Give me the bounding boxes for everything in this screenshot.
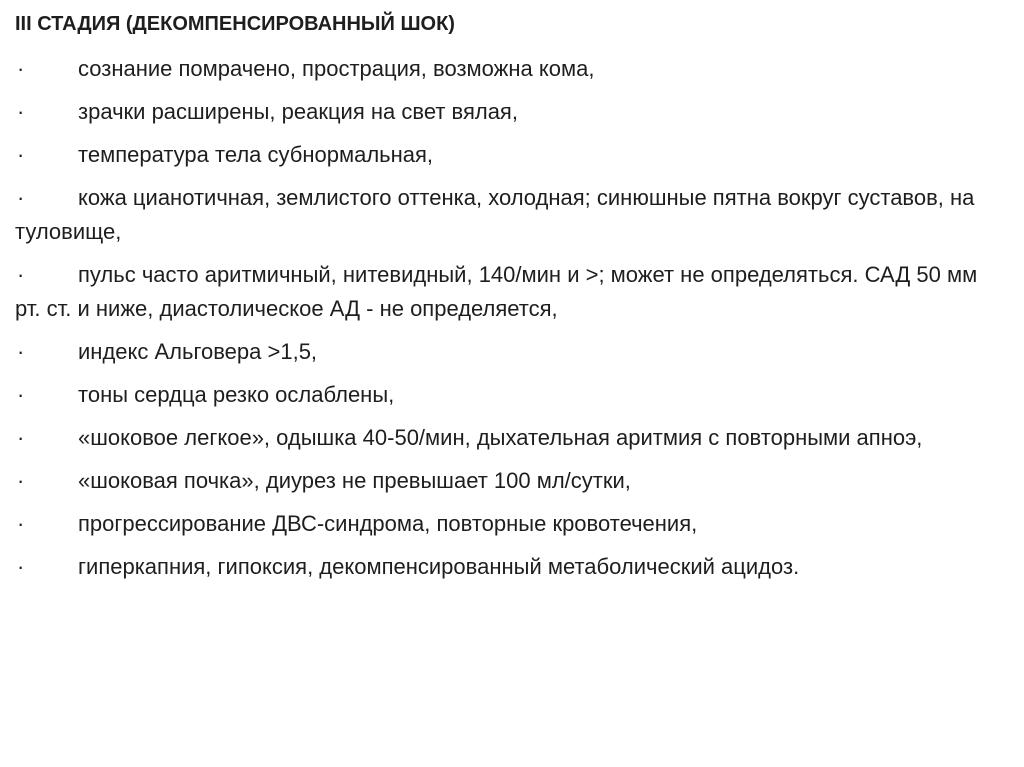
list-item-text: индекс Альговера >1,5, [78,339,318,364]
list-item-text: гиперкапния, гипоксия, декомпенсированный метаболический ацидоз. [78,554,800,579]
list-item-text: зрачки расширены, реакция на свет вялая, [78,99,518,124]
list-item [15,507,1005,541]
bullet-dot: · [17,382,25,407]
list-item-text: «шоковая почка», диурез не превышает 100 мл/сутки, [78,468,631,493]
list-item [15,95,1005,129]
list-item [15,550,1005,584]
bullet-dot: · [17,185,25,210]
bullet-dot: · [17,56,25,81]
list-item-text: кожа цианотичная, землистого оттенка, холодная; синюшные пятна вокруг суставов, на туловище, [15,185,975,244]
bullet-dot: · [17,468,25,493]
list-item [15,52,1005,86]
list-item [15,138,1005,172]
list-item [15,464,1005,498]
list-item-text: пульс часто аритмичный, нитевидный, 140/мин и >; может не определяться. САД 50 мм рт. ст. и ниже, диастолическое АД - не определяется, [15,262,978,321]
list-item-text: температура тела субнормальная, [78,142,434,167]
list-item-text: тоны сердца резко ослаблены, [78,382,395,407]
bullet-dot: · [17,554,25,579]
list-item [15,258,1005,326]
bullet-dot: · [17,142,25,167]
slide-content [15,10,1005,593]
bullet-dot: · [17,425,25,450]
list-item [15,378,1005,412]
list-item-text: сознание помрачено, прострация, возможна кома, [78,56,595,81]
list-item [15,335,1005,369]
list-item [15,181,1005,249]
bullet-dot: · [17,339,25,364]
list-item-text: прогрессирование ДВС-синдрома, повторные кровотечения, [78,511,698,536]
bullet-dot: · [17,511,25,536]
list-item [15,421,1005,455]
list-item-text: «шоковое легкое», одышка 40-50/мин, дыхательная аритмия с повторными апноэ, [78,425,923,450]
bullet-list [15,52,1005,584]
bullet-dot: · [17,262,25,287]
bullet-dot: · [17,99,25,124]
slide-title: III СТАДИЯ (ДЕКОМПЕНСИРОВАННЫЙ ШОК) [15,13,455,35]
